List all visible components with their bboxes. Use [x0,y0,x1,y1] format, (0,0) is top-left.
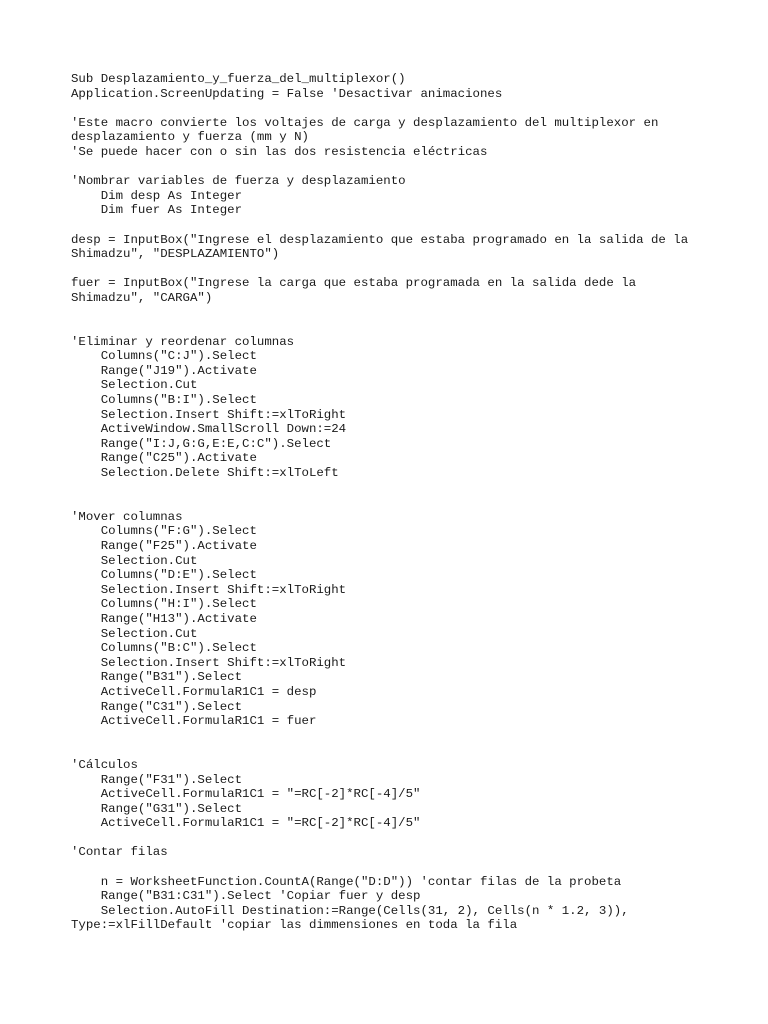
code-line: Columns("C:J").Select [71,349,257,364]
code-line: 'Nombrar variables de fuerza y desplazamiento [71,174,406,189]
code-line: desp = InputBox("Ingrese el desplazamiento que estaba programado en la salida de la [71,232,689,247]
code-line: Selection.AutoFill Destination:=Range(Cells(31, 2), Cells(n * 1.2, 3)), [71,903,629,918]
code-line: Selection.Cut [71,378,198,393]
code-line [71,860,751,875]
code-line: 'Este macro convierte los voltajes de carga y desplazamiento del multiplexor en [71,115,659,130]
code-line: Shimadzu", "DESPLAZAMIENTO") [71,247,280,262]
code-line: Range("B31:C31").Select 'Copiar fuer y desp [71,889,421,904]
code-line: Columns("B:I").Select [71,393,257,408]
code-line [71,101,751,116]
code-line: 'Cálculos [71,757,138,772]
code-line [71,831,751,846]
code-line: 'Mover columnas [71,509,183,524]
code-line: desplazamiento y fuerza (mm y N) [71,130,309,145]
code-line: 'Se puede hacer con o sin las dos resistencia eléctricas [71,144,488,159]
code-line [71,262,751,277]
code-line: ActiveCell.FormulaR1C1 = fuer [71,714,317,729]
code-line: Range("G31").Select [71,801,243,816]
code-line: Selection.Insert Shift:=xlToRight [71,655,347,670]
code-line: 'Contar filas [71,845,168,860]
code-line: Application.ScreenUpdating = False 'Desactivar animaciones [71,86,503,101]
code-line: Dim fuer As Integer [71,203,243,218]
code-line: Range("C31").Select [71,699,243,714]
code-line: Range("B31").Select [71,670,243,685]
code-line: Dim desp As Integer [71,188,243,203]
code-line [71,743,751,758]
code-line: Range("J19").Activate [71,363,257,378]
code-line [71,306,751,321]
code-line [71,160,751,175]
code-line: Range("I:J,G:G,E:E,C:C").Select [71,436,332,451]
code-line: Range("F25").Activate [71,539,257,553]
code-line [71,495,751,510]
code-line: ActiveCell.FormulaR1C1 = "=RC[-2]*RC[-4]/5" [71,787,421,802]
code-line: Range("C25").Activate [71,451,257,466]
code-line: ActiveCell.FormulaR1C1 = desp [71,684,317,699]
code-line [71,218,751,233]
code-line: ActiveCell.FormulaR1C1 = "=RC[-2]*RC[-4]/5" [71,816,421,831]
code-line: Selection.Insert Shift:=xlToRight [71,407,347,422]
code-line: Shimadzu", "CARGA") [71,290,213,305]
code-line: fuer = InputBox("Ingrese la carga que estaba programada en la salida dede la [71,276,637,291]
code-line: Sub Desplazamiento_y_fuerza_del_multiplexor() [71,72,406,86]
code-line [71,481,751,496]
code-line: ActiveWindow.SmallScroll Down:=24 [71,422,347,437]
code-line: Selection.Cut [71,553,198,568]
vba-code-block [71,72,751,933]
code-line: Range("F31").Select [71,772,243,787]
code-line [71,729,751,744]
code-line: 'Eliminar y reordenar columnas [71,334,295,349]
code-line: Selection.Cut [71,626,198,641]
code-line: Selection.Delete Shift:=xlToLeft [71,466,339,481]
code-line: Columns("H:I").Select [71,597,257,612]
code-line: Columns("F:G").Select [71,524,257,539]
code-line: Range("H13").Activate [71,611,257,626]
code-line: Selection.Insert Shift:=xlToRight [71,582,347,597]
code-line: n = WorksheetFunction.CountA(Range("D:D")) 'contar filas de la probeta [71,874,622,889]
code-line: Columns("D:E").Select [71,568,257,583]
code-line: Columns("B:C").Select [71,641,257,656]
code-line [71,320,751,335]
code-line: Type:=xlFillDefault 'copiar las dimmensiones en toda la fila [71,918,518,933]
